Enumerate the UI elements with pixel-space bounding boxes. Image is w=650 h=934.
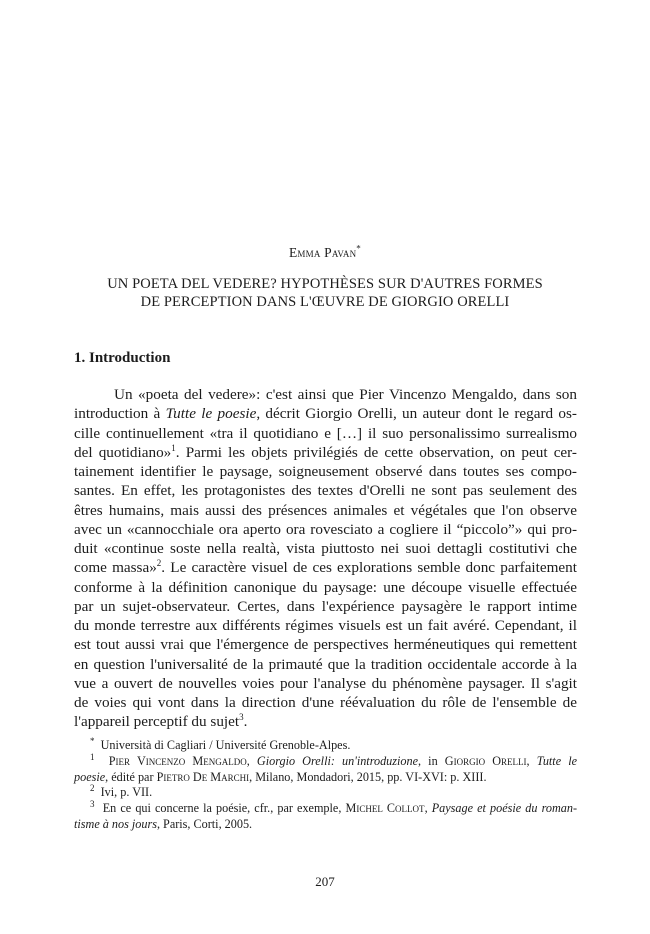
text-line: conforme à la définition canonique du paysage: une découpe visuelle effectuée <box>74 578 577 596</box>
footnote: $^2$ Ivi, p. VII. <box>90 783 153 800</box>
body-paragraph <box>74 385 577 732</box>
footnote-ref[interactable]: 2 <box>156 558 162 569</box>
footnote: * Università di Cagliari / Université Grenoble-Alpes. <box>90 735 351 752</box>
text-line: avec un «cannocchiale ora aperto ora rovesciato a cogliere il “piccolo”» qui pro- <box>74 520 577 538</box>
text-line: en question l'universalité de la primauté que la tradition occidentale accorde à la <box>74 655 577 673</box>
footnote-ref[interactable]: 1 <box>171 442 176 453</box>
footnote-mark: 1 <box>90 751 95 762</box>
text-line: de voies qui vont dans la direction d'une réévaluation du rôle de l'ensemble de <box>74 694 577 711</box>
article-title <box>60 275 590 311</box>
text-line: Un «poeta del vedere»: c'est ainsi que Pier Vincenzo Mengaldo, dans son <box>114 386 577 403</box>
section-heading: 1. Introduction <box>74 350 171 366</box>
footnote: $^3$ En ce qui concerne la poésie, cfr., par exemple, Michel Collot, Paysage et poésie du roman- <box>90 799 578 816</box>
text-line: santes. En effet, les protagonistes des textes d'Orelli ne sont pas seulement des <box>74 482 577 500</box>
footnote: $^1$ Pier Vincenzo Mengaldo, Giorgio Orelli: un'introduzione, in Giorgio Orelli, Tutte le <box>90 751 578 768</box>
footnote-ref[interactable]: 3 <box>239 712 244 723</box>
text-line: l'appareil perceptif du sujet$^3$. <box>74 712 248 731</box>
text-line: tainement identifier le paysage, soigneusement observé dans toutes ses compo- <box>74 463 577 480</box>
title-line: UN POETA DEL VEDERE? HYPOTHÈSES SUR D'AUTRES FORMES <box>107 276 543 292</box>
text-line: par un sujet-observateur. Certes, dans l'expérience paysagère le rapport intime <box>74 597 577 615</box>
footnote-mark: 2 <box>90 783 95 794</box>
footnote-mark: * <box>90 735 95 746</box>
footnote-continuation: tisme à nos jours, Paris, Corti, 2005. <box>74 816 253 831</box>
author-name: Emma Pavan* <box>288 243 361 260</box>
footnotes <box>74 735 578 833</box>
text-line: vue a ouvert de nouvelles voies pour l'analyse du phénomène paysager. Il s'agit <box>74 674 577 692</box>
text-line: del quotidiano»$^1$. Parmi les objets privilégiés de cette observation, on peut cer- <box>74 442 577 461</box>
text-line: introduction à Tutte le poesie, décrit Giorgio Orelli, un auteur dont le regard os- <box>74 405 577 423</box>
author-footnote-mark: * <box>356 243 361 254</box>
page-number: 207 <box>315 874 335 889</box>
text-line: cille continuellement «tra il quotidiano e […] il suo personalissimo surrealismo <box>74 424 577 442</box>
title-line: DE PERCEPTION DANS L'ŒUVRE DE GIORGIO ORELLI <box>140 294 510 310</box>
text-line: du monde terrestre aux différents régimes visuels est un fait avéré. Cependant, il <box>74 617 577 634</box>
text-line: êtres humains, mais aussi des présences animales et végétales que l'on observe <box>74 501 577 519</box>
text-line: come massa»$^2$. Le caractère visuel de ces explorations semble donc parfaitement <box>74 558 577 577</box>
footnote-continuation: poesie, édité par Pietro De Marchi, Milano, Mondadori, 2015, pp. VI-XVI: p. XIII. <box>74 769 487 784</box>
text-line: est tout aussi vrai que l'émergence de perspectives herméneutiques qui remettent <box>74 636 577 654</box>
text-line: duit «continue soste nella realtà, vista piuttosto nei suoi dettagli costitutivi che <box>74 540 577 557</box>
footnote-mark: 3 <box>90 799 95 810</box>
